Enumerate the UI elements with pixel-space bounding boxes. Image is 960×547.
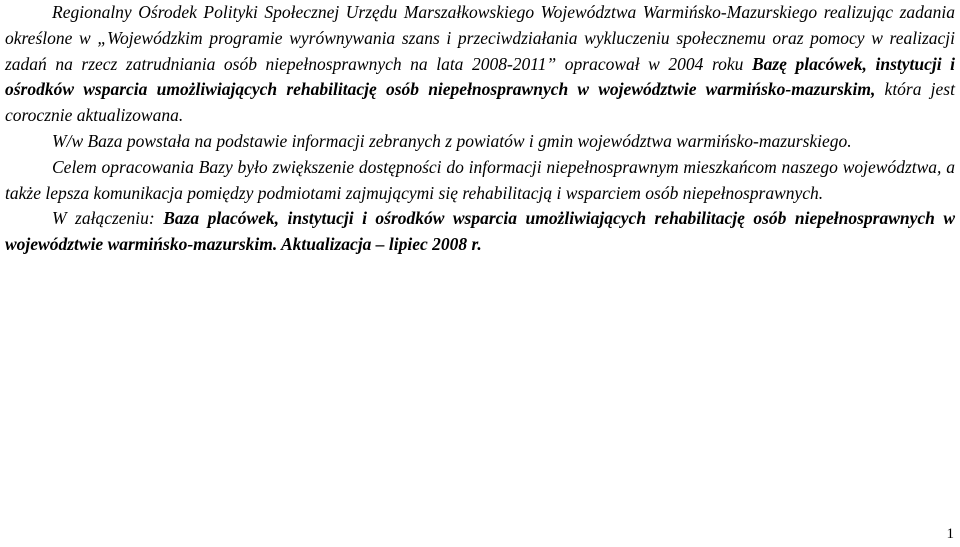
- intro-paragraph: [5, 0, 955, 129]
- page-number: 1: [946, 526, 954, 542]
- purpose-paragraph: Celem opracowania Bazy było zwiększenie dostępności do informacji niepełnosprawnym mieszkańcom naszego województwa, a także lepsza komunikacja pomiędzy podmiotami zajmującymi się rehabilitacją i wsparciem osób niepełnosprawnych.: [5, 156, 955, 203]
- intro-text-end: która jest corocznie aktualizowana.: [5, 79, 955, 126]
- attachment-lead: W załączeniu:: [52, 208, 164, 229]
- source-paragraph: W/w Baza powstała na podstawie informacji zebranych z powiatów i gmin województwa warmińsko-mazurskiego.: [52, 130, 852, 151]
- attachment-title: Baza placówek, instytucji i ośrodków wsparcia umożliwiających rehabilitację osób niepełnosprawnych w województwie warmińsko-mazurskim. Aktualizacja – lipiec 2008 r.: [5, 208, 955, 255]
- document-page: [5, 0, 955, 258]
- attachment-paragraph: [5, 206, 955, 258]
- intro-text: Regionalny Ośrodek Polityki Społecznej Urzędu Marszałkowskiego Województwa Warmińsko-Mazurskiego realizując zadania określone w „Wojewódzkim programie wyrównywania szans i przeciwdziałania wykluczeniu społecznemu oraz pomocy w realizacji zadań na rzecz zatrudniania osób niepełnosprawnych na lata 2008-2011” opracował w 2004 roku: [5, 2, 955, 74]
- database-title-emphasis: Bazę placówek, instytucji i ośrodków wsparcia umożliwiających rehabilitację osób niepełnosprawnych w województwie warmińsko-mazurskim,: [5, 53, 956, 100]
